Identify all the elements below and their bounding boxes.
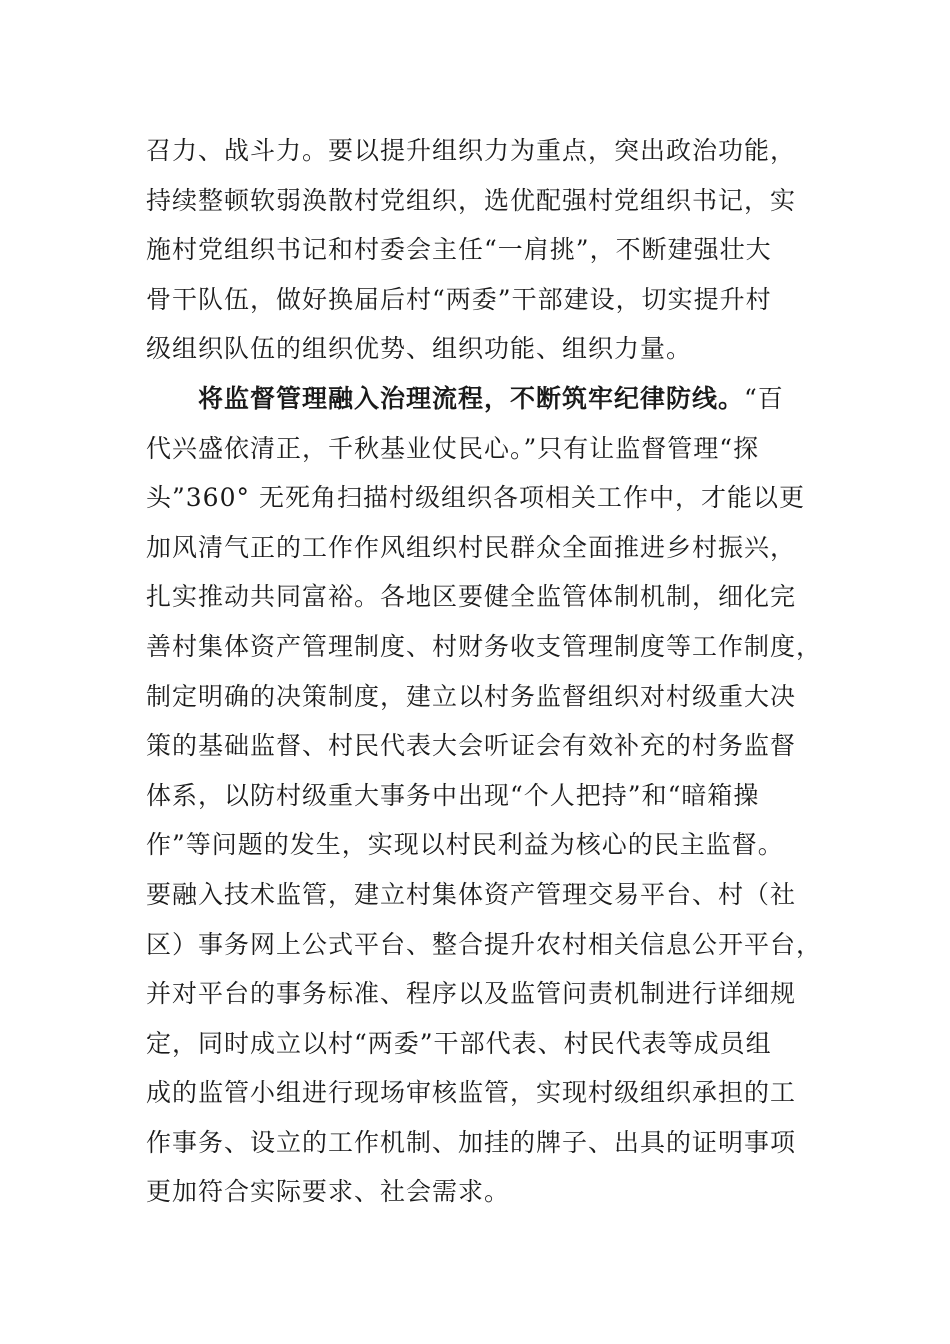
document-body [146,126,823,1217]
paragraph-2 [146,374,823,1217]
text-line: 施村党组织书记和村委会主任“一肩挑”，不断建强壮大 [146,235,772,265]
text-line: 成的监管小组进行现场审核监管，实现村级组织承担的工 [146,1078,797,1108]
paragraph-heading: 将监督管理融入治理流程，不断筑牢纪律防线。 [198,383,745,413]
text-line: 定，同时成立以村“两委”干部代表、村民代表等成员组 [146,1028,772,1058]
text-line: 策的基础监督、村民代表大会听证会有效补充的村务监督 [146,731,797,761]
text-line: 要融入技术监管，建立村集体资产管理交易平台、村（社 [146,879,797,909]
paragraph-first-line [146,374,806,424]
text-line: 加风清气正的工作作风组织村民群众全面推进乡村振兴， [146,532,797,562]
text-line: 扎实推动共同富裕。各地区要健全监管体制机制，细化完 [146,582,797,612]
text-line: 代兴盛依清正，千秋基业仗民心。”只有让监督管理“探 [146,433,760,463]
text-line: 区）事务网上公式平台、整合提升农村相关信息公开平台， [146,929,823,959]
text-line: 更加符合实际要求、社会需求。 [146,1177,511,1207]
text-line: 作”等问题的发生，实现以村民利益为核心的民主监督。 [146,830,784,860]
text-line: 作事务、设立的工作机制、加挂的牌子、出具的证明事项 [146,1127,797,1157]
paragraph-1 [146,126,806,374]
text-line: 制定明确的决策制度，建立以村务监督组织对村级重大决 [146,681,797,711]
text-line: 善村集体资产管理制度、村财务收支管理制度等工作制度， [146,631,823,661]
text-line: 体系，以防村级重大事务中出现“个人把持”和“暗箱操 [146,780,760,810]
text-line: 并对平台的事务标准、程序以及监管问责机制进行详细规 [146,979,797,1009]
text-line: 骨干队伍，做好换届后村“两委”干部建设，切实提升村 [146,284,772,314]
text-run: “百 [744,383,784,413]
text-line: 级组织队伍的组织优势、组织功能、组织力量。 [146,334,693,364]
text-line: 召力、战斗力。要以提升组织力为重点，突出政治功能， [146,136,797,165]
text-line: 持续整顿软弱涣散村党组织，选优配强村党组织书记，实 [146,185,797,215]
text-line: 头”360° 无死角扫描村级组织各项相关工作中，才能以更 [146,483,805,513]
